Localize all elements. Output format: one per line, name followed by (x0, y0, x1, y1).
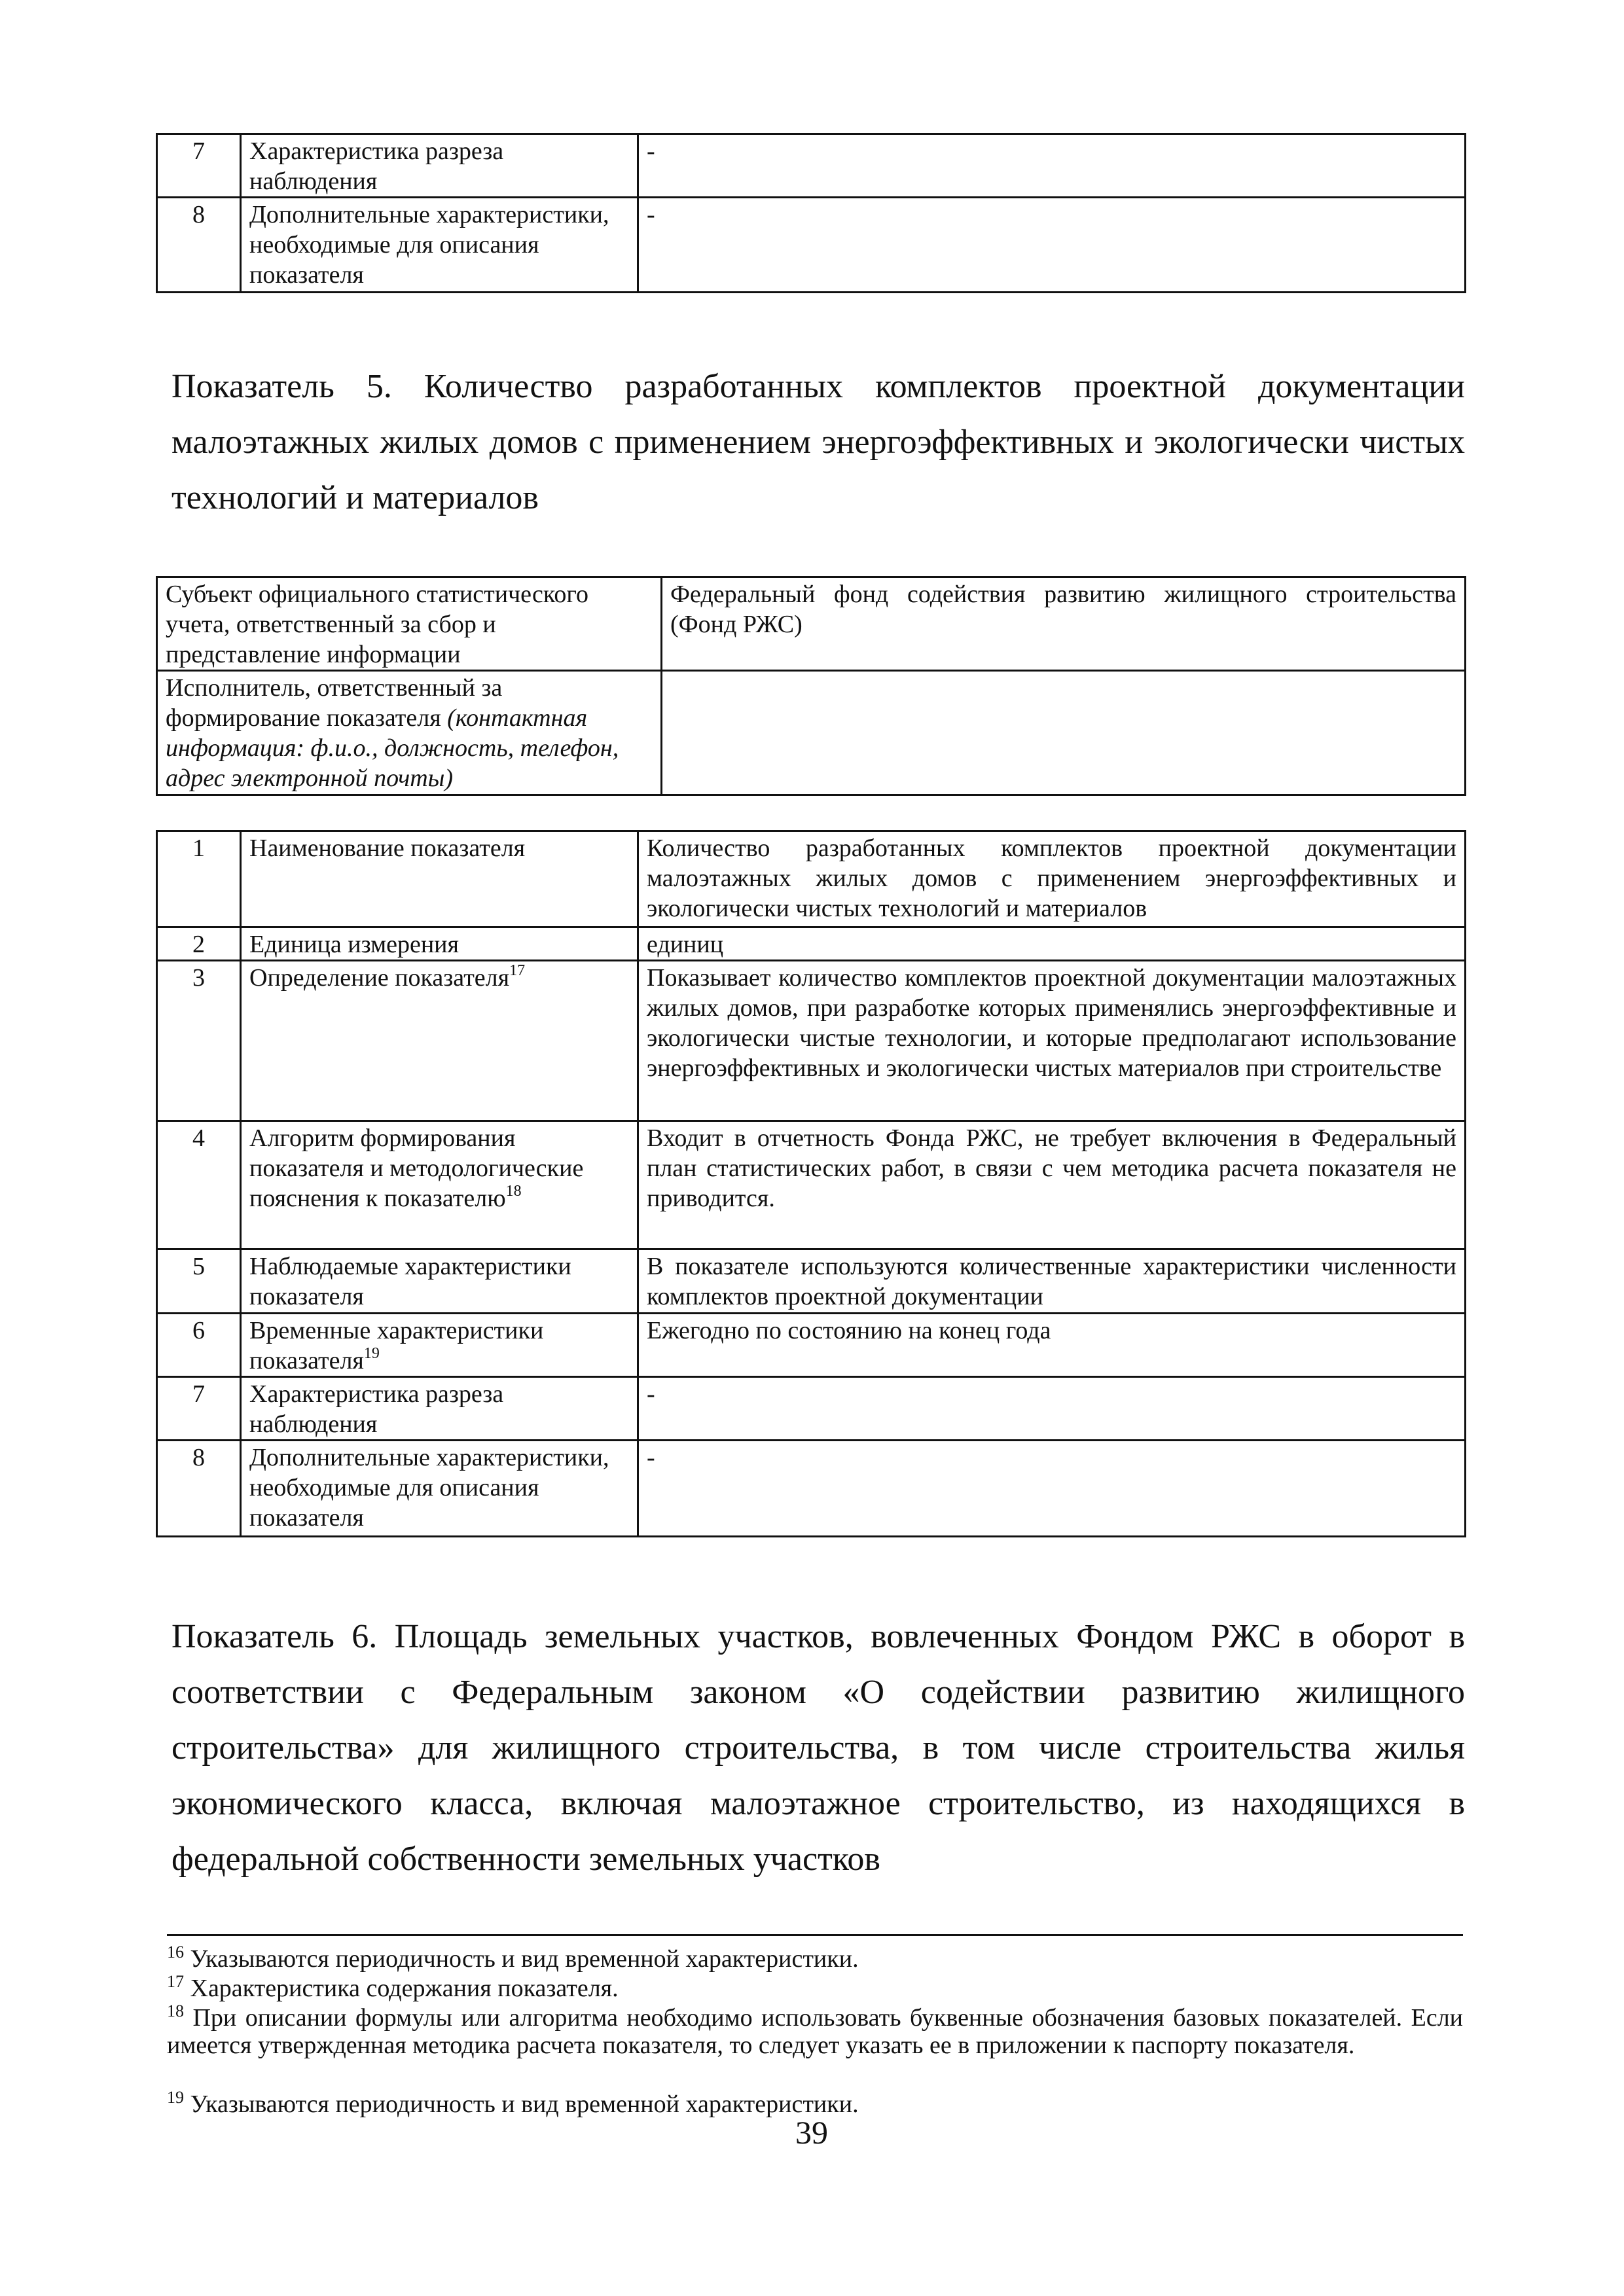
footnote-mark: 18 (167, 2001, 184, 2020)
row-label (241, 831, 638, 927)
row-label-text: Характеристика разреза наблюдения (249, 1380, 504, 1438)
row-number: 1 (157, 831, 241, 927)
table-row (157, 1377, 1466, 1441)
row-label-text: Наблюдаемые характеристики показателя (249, 1253, 571, 1310)
footnote-text: Указываются периодичность и вид временной характеристики. (184, 1945, 859, 1973)
executor-label-contact: (контактная информация: ф.и.о., должность, телефон, адрес электронной почты) (166, 704, 619, 792)
executor-label (157, 671, 662, 795)
row-value: - (638, 1377, 1466, 1441)
footnote-16 (167, 1945, 1463, 1973)
row-label-text: Единица измерения (249, 931, 459, 958)
row-number: 7 (157, 1377, 241, 1441)
row-label (241, 1377, 638, 1441)
subject-label: Субъект официального статистического учета, ответственный за сбор и представление информации (157, 577, 662, 671)
footnote-18 (167, 2001, 1463, 2059)
row-label-text: Наименование показателя (249, 834, 526, 862)
row-value: - (638, 198, 1466, 293)
row-value: В показателе используются количественные характеристики численности комплектов проектной документации (638, 1249, 1466, 1314)
subject-value: Федеральный фонд содействия развитию жилищного строительства (Фонд РЖС) (662, 577, 1466, 671)
footnote-mark: 16 (167, 1943, 184, 1962)
row-number: 4 (157, 1121, 241, 1249)
row-label-text: Алгоритм формирования показателя и методологические пояснения к показателю (249, 1124, 584, 1212)
row-value: Показывает количество комплектов проектной документации малоэтажных жилых домов, при разработке которых применялись энергоэффективные и экологически чистые технологии, и которые предполагают использование энергоэффективных и экологически чистых материалов при строительстве (638, 961, 1466, 1121)
top-passport-table (156, 133, 1466, 293)
row-label (241, 1121, 638, 1249)
indicator-5-heading: Показатель 5. Количество разработанных комплектов проектной документации малоэтажных жилых домов с применением энергоэффективных и экологически чистых технологий и материалов (171, 368, 1465, 516)
table-row (157, 671, 1466, 795)
row-label: Дополнительные характеристики, необходимые для описания показателя (241, 198, 638, 293)
row-label (241, 1441, 638, 1537)
row-number: 8 (157, 1441, 241, 1537)
table-row (157, 1441, 1466, 1537)
footnote-text: При описании формулы или алгоритма необходимо использовать буквенные обозначения базовых показателей. Если имеется утвержденная методика расчета показателя, то следует указать ее в приложении к паспорту показателя. (167, 2004, 1463, 2059)
page-number: 39 (795, 2114, 828, 2151)
row-label: Характеристика разреза наблюдения (241, 134, 638, 198)
row-value: единиц (638, 927, 1466, 961)
row-number: 7 (157, 134, 241, 198)
footnote-mark: 19 (167, 2088, 184, 2107)
row-number: 2 (157, 927, 241, 961)
row-label-text: Определение показателя (249, 964, 510, 992)
table-row (157, 1314, 1466, 1377)
row-label (241, 961, 638, 1121)
row-label (241, 1249, 638, 1314)
row-value: Входит в отчетность Фонда РЖС, не требует включения в Федеральный план статистических работ, в связи с чем методика расчета показателя не приводится. (638, 1121, 1466, 1249)
indicator-5-passport-table (156, 830, 1466, 1537)
row-number: 5 (157, 1249, 241, 1314)
footnote-ref: 18 (505, 1183, 522, 1200)
executor-label-main: Исполнитель, ответственный за формирование показателя (166, 674, 503, 732)
row-value: - (638, 1441, 1466, 1537)
row-value: Количество разработанных комплектов проектной документации малоэтажных жилых домов с применением энергоэффективных и экологически чистых технологий и материалов (638, 831, 1466, 927)
footnote-divider (167, 1934, 1463, 1936)
row-value: - (638, 134, 1466, 198)
subject-table (156, 576, 1466, 796)
table-row (157, 927, 1466, 961)
footnote-ref: 17 (509, 962, 526, 979)
executor-value (662, 671, 1466, 795)
row-label (241, 927, 638, 961)
row-number: 8 (157, 198, 241, 293)
table-row (157, 831, 1466, 927)
footnote-text: Указываются периодичность и вид временной характеристики. (184, 2090, 859, 2118)
row-label-text: Временные характеристики показателя (249, 1317, 544, 1374)
row-value: Ежегодно по состоянию на конец года (638, 1314, 1466, 1377)
row-label-text: Дополнительные характеристики, необходимые для описания показателя (249, 1444, 609, 1532)
table-row (157, 1121, 1466, 1249)
row-number: 6 (157, 1314, 241, 1377)
footnote-ref: 19 (363, 1345, 380, 1362)
table-row (157, 961, 1466, 1121)
footnote-mark: 17 (167, 1972, 184, 1991)
indicator-6-heading: Показатель 6. Площадь земельных участков, вовлеченных Фондом РЖС в оборот в соответствии с Федеральным законом «О содействии развитию жилищного строительства» для жилищного строительства, в том числе строительства жилья экономического класса, включая малоэтажное строительство, из находящихся в федеральной собственности земельных участков (171, 1618, 1465, 1878)
table-row (157, 577, 1466, 671)
table-row (157, 134, 1466, 198)
row-label (241, 1314, 638, 1377)
table-row (157, 198, 1466, 293)
table-row (157, 1249, 1466, 1314)
footnote-17 (167, 1972, 1463, 2002)
footnote-text: Характеристика содержания показателя. (184, 1975, 619, 2002)
row-number: 3 (157, 961, 241, 1121)
